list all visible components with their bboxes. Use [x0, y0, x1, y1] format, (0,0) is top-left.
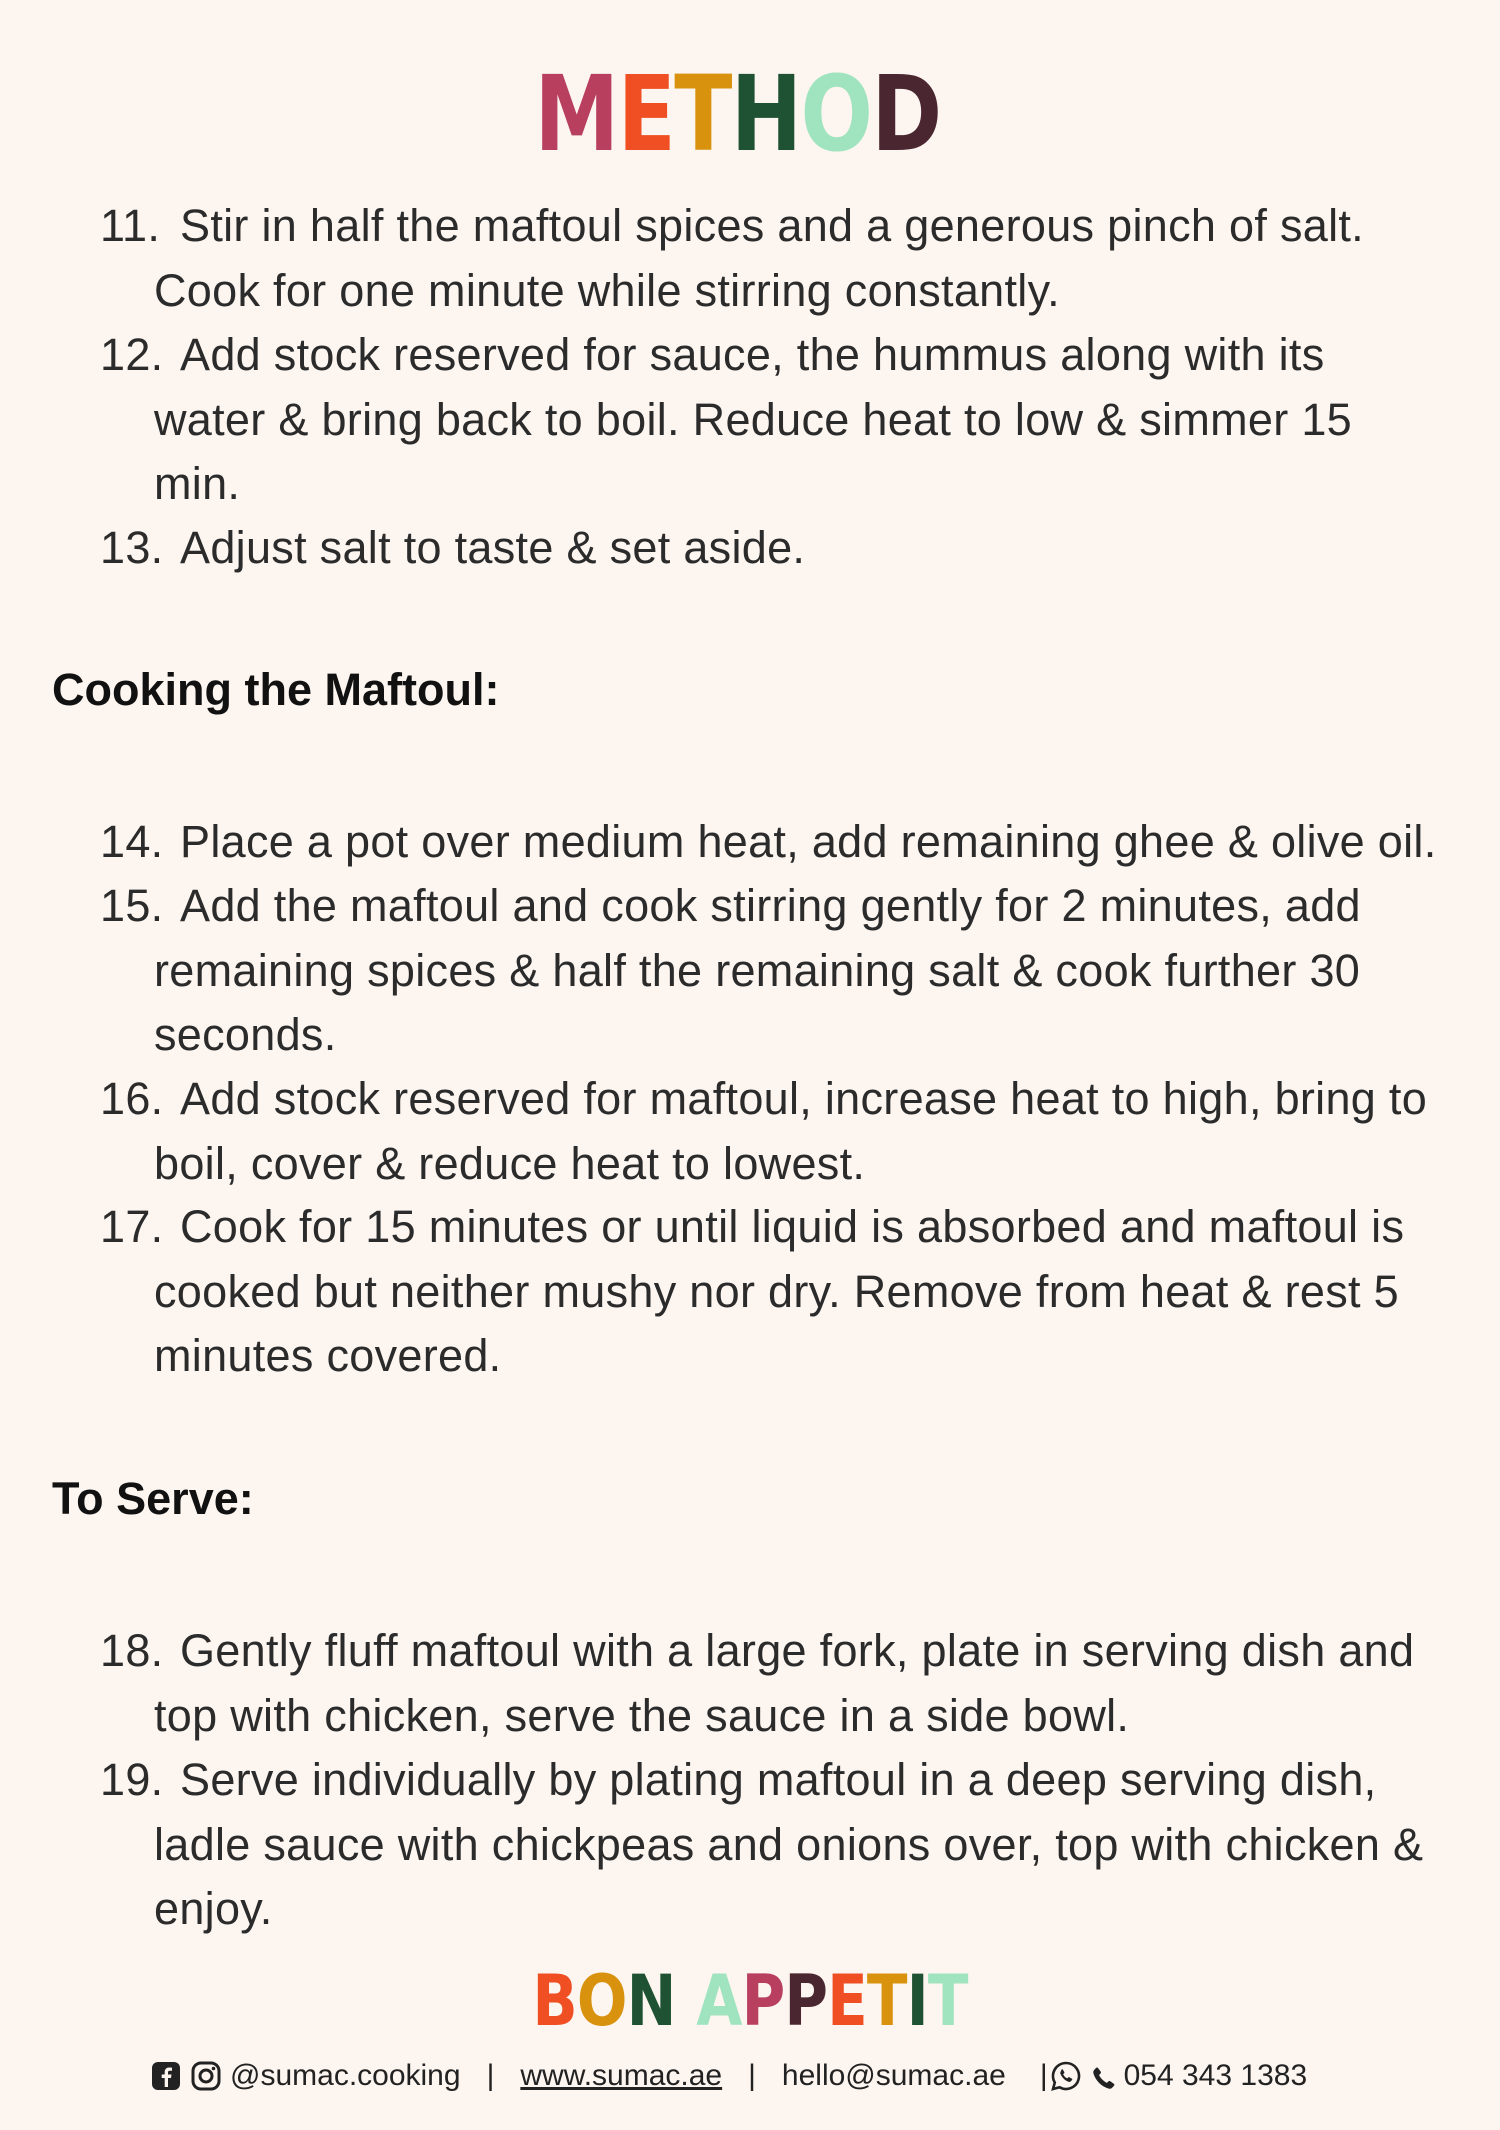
step-text: Stir in half the maftoul spices and a generous pinch of salt.	[180, 200, 1364, 251]
step-text-cont: boil, cover & reduce heat to lowest.	[154, 1137, 866, 1189]
step-number: 13.	[100, 522, 164, 573]
step-number: 19.	[100, 1754, 164, 1805]
bon-appetit-letter: E	[827, 1960, 867, 2042]
title-letter: T	[674, 53, 731, 175]
footer-separator: |	[486, 2059, 495, 2092]
step-text-cont: Cook for one minute while stirring constantly.	[154, 264, 1060, 316]
footer-separator: |	[1039, 2059, 1048, 2092]
step-16	[100, 1067, 1440, 1196]
step-11	[100, 194, 1440, 323]
step-text: Add the maftoul and cook stirring gently for 2 minutes, add	[180, 880, 1361, 931]
title-letter: M	[534, 53, 618, 175]
step-text: Serve individually by plating maftoul in a deep serving dish,	[180, 1754, 1377, 1805]
instagram-icon[interactable]	[190, 2060, 222, 2092]
step-19	[100, 1748, 1440, 1942]
step-13	[100, 516, 1440, 581]
step-text-cont: water & bring back to boil. Reduce heat to low & simmer 15	[154, 393, 1352, 445]
phone-icon[interactable]	[1090, 2063, 1116, 2089]
footer-separator: |	[748, 2059, 756, 2092]
step-text: Gently fluff maftoul with a large fork, plate in serving dish and	[180, 1625, 1415, 1676]
step-text-cont: cooked but neither mushy nor dry. Remove from heat & rest 5	[154, 1265, 1399, 1317]
bon-appetit-letter: T	[866, 1960, 907, 2042]
step-text-cont: seconds.	[154, 1009, 337, 1060]
footer-contact-bar	[150, 2056, 1350, 2096]
step-18	[100, 1619, 1440, 1748]
title-letter: O	[800, 53, 872, 175]
bon-appetit-letter: P	[741, 1960, 785, 2042]
bon-appetit-letter: O	[576, 1960, 627, 2042]
step-number: 15.	[100, 880, 164, 931]
bon-appetit-letter: P	[784, 1960, 828, 2042]
step-number: 11.	[100, 200, 161, 251]
section-heading-cooking: Cooking the Maftoul:	[52, 664, 500, 715]
step-number: 16.	[100, 1073, 164, 1124]
bon-appetit-letter: I	[906, 1960, 928, 2042]
page-title	[133, 53, 1343, 175]
step-text: Place a pot over medium heat, add remaining ghee & olive oil.	[180, 816, 1437, 867]
step-14	[100, 810, 1440, 875]
title-letter: H	[730, 53, 801, 175]
bon-appetit-letter: B	[532, 1960, 577, 2042]
step-text: Adjust salt to taste & set aside.	[180, 522, 806, 573]
facebook-icon[interactable]	[150, 2060, 182, 2092]
step-text-cont: minutes covered.	[154, 1330, 502, 1381]
bon-appetit-letter: A	[696, 1960, 742, 2042]
social-handle[interactable]: @sumac.cooking	[230, 2059, 461, 2092]
step-text-cont: remaining spices & half the remaining salt & cook further 30	[154, 944, 1361, 996]
whatsapp-icon[interactable]	[1050, 2060, 1082, 2092]
email-address[interactable]: hello@sumac.ae	[781, 2059, 1006, 2092]
bon-appetit-banner	[113, 1960, 1388, 2042]
step-text-cont: ladle sauce with chickpeas and onions over, top with chicken &	[154, 1818, 1424, 1870]
bon-appetit-letter: N	[626, 1960, 676, 2042]
step-number: 18.	[100, 1625, 164, 1676]
step-17	[100, 1195, 1440, 1389]
step-number: 14.	[100, 816, 164, 867]
step-number: 17.	[100, 1201, 164, 1252]
title-letter: E	[617, 53, 675, 175]
phone-number[interactable]: 054 343 1383	[1123, 2059, 1308, 2092]
website-link[interactable]: www.sumac.ae	[520, 2059, 723, 2092]
bon-appetit-letter: T	[927, 1960, 968, 2042]
step-number: 12.	[100, 329, 164, 380]
step-text: Add stock reserved for sauce, the hummus along with its	[180, 329, 1325, 380]
step-text-cont: enjoy.	[154, 1883, 273, 1934]
step-text-cont: min.	[154, 458, 241, 509]
step-12	[100, 323, 1440, 517]
step-text: Cook for 15 minutes or until liquid is absorbed and maftoul is	[180, 1201, 1405, 1252]
step-15	[100, 874, 1440, 1068]
step-text: Add stock reserved for maftoul, increase heat to high, bring to	[180, 1073, 1428, 1124]
title-letter: D	[871, 53, 941, 175]
section-heading-serve: To Serve:	[52, 1473, 254, 1524]
bon-appetit-letter	[676, 1966, 697, 2036]
step-text-cont: top with chicken, serve the sauce in a side bowl.	[154, 1689, 1130, 1741]
